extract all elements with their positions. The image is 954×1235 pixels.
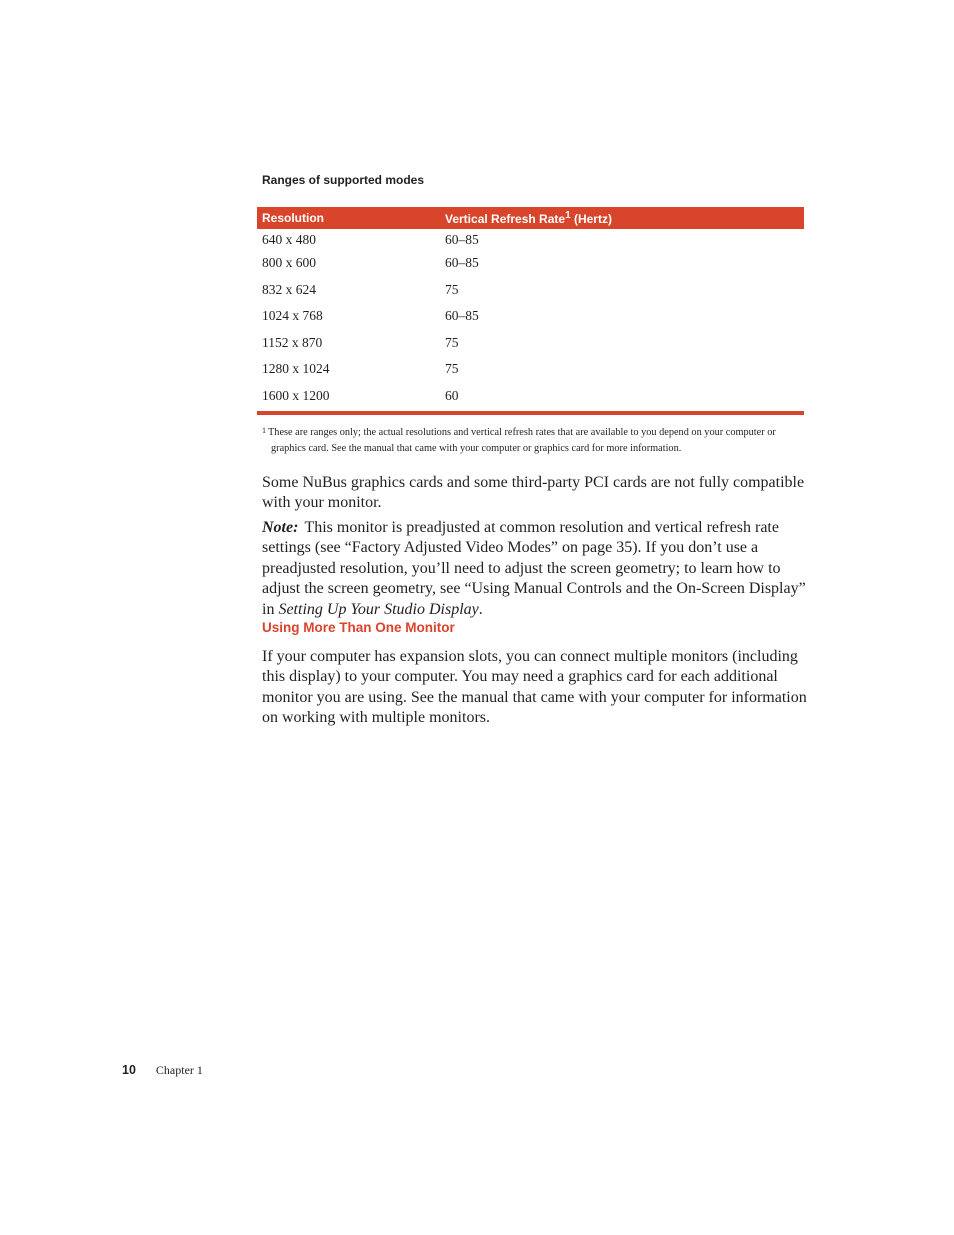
table-row [257,303,804,330]
table-row [257,383,804,410]
resolution-cell: 640 x 480 [262,231,316,247]
supported-modes-table [257,207,804,409]
resolution-cell: 1152 x 870 [262,334,323,350]
table-row [257,330,804,357]
header-resolution: Resolution [257,207,440,229]
resolution-cell: 800 x 600 [262,255,316,271]
table-footnote [262,423,811,457]
note-paragraph: Note: This monitor is preadjusted at common resolution and vertical refresh rate settings (see “Factory Adjusted Video Modes” on page 35). If you don’t use a preadjusted resolution, you’ll need to adjust the screen geometry; to learn how to adjust the screen geometry, see “Using Manual Controls and the On-Screen Display” in Setting Up Your Studio Display. [262,519,806,618]
table-caption: Ranges of supported modes [262,173,425,187]
resolution-cell: 1280 x 1024 [262,361,330,377]
page-footer [122,1063,203,1078]
refresh-cell: 60–85 [445,231,479,247]
note-text: This monitor is preadjusted at common resolution and vertical refresh rate settings (see “Factory Adjusted Video Modes” on page 35). If you don’t use a preadjusted resolution, you’ll need to adjust the screen geometry; to learn how to adjust the screen geometry, see “Using Manual Controls and the On-Screen Display” in [262,519,806,618]
section-heading: Using More Than One Monitor [262,620,455,635]
table-row [257,356,804,383]
multiple-monitors-paragraph: If your computer has expansion slots, you can connect multiple monitors (including this display) to your computer. You may need a graphics card for each additional monitor you are using. See the manual that came with your computer for information on working with multiple monitors. [262,648,807,727]
table-header-row [257,207,804,229]
refresh-cell: 75 [445,334,459,350]
refresh-cell: 60 [445,387,459,403]
table-row [257,277,804,304]
header-refresh-rate: Vertical Refresh Rate$^1$ (Hertz) [440,207,804,229]
compatibility-paragraph: Some NuBus graphics cards and some third-party PCI cards are not fully compatible with your monitor. [262,474,805,512]
refresh-cell: 75 [445,281,459,297]
refresh-cell: 75 [445,361,459,377]
resolution-cell: 1600 x 1200 [262,387,330,403]
table-row [257,250,804,277]
page-number: 10 [122,1063,136,1077]
book-title: Setting Up Your Studio Display [278,600,479,618]
footnote-ref: 1 [565,210,571,221]
refresh-cell: 60–85 [445,255,479,271]
resolution-cell: 832 x 624 [262,281,316,297]
chapter-label: Chapter 1 [155,1063,203,1077]
footnote-text: These are ranges only; the actual resolutions and vertical refresh rates that are available to you depend on your computer or graphics card. See the manual that came with your computer or graphics card for more information. [268,427,776,454]
table-row [257,229,804,250]
refresh-cell: 60–85 [445,308,479,324]
footnote-marker: 1 [262,426,266,435]
table-bottom-rule [257,411,804,415]
note-label: Note: [262,519,299,536]
resolution-cell: 1024 x 768 [262,308,323,324]
